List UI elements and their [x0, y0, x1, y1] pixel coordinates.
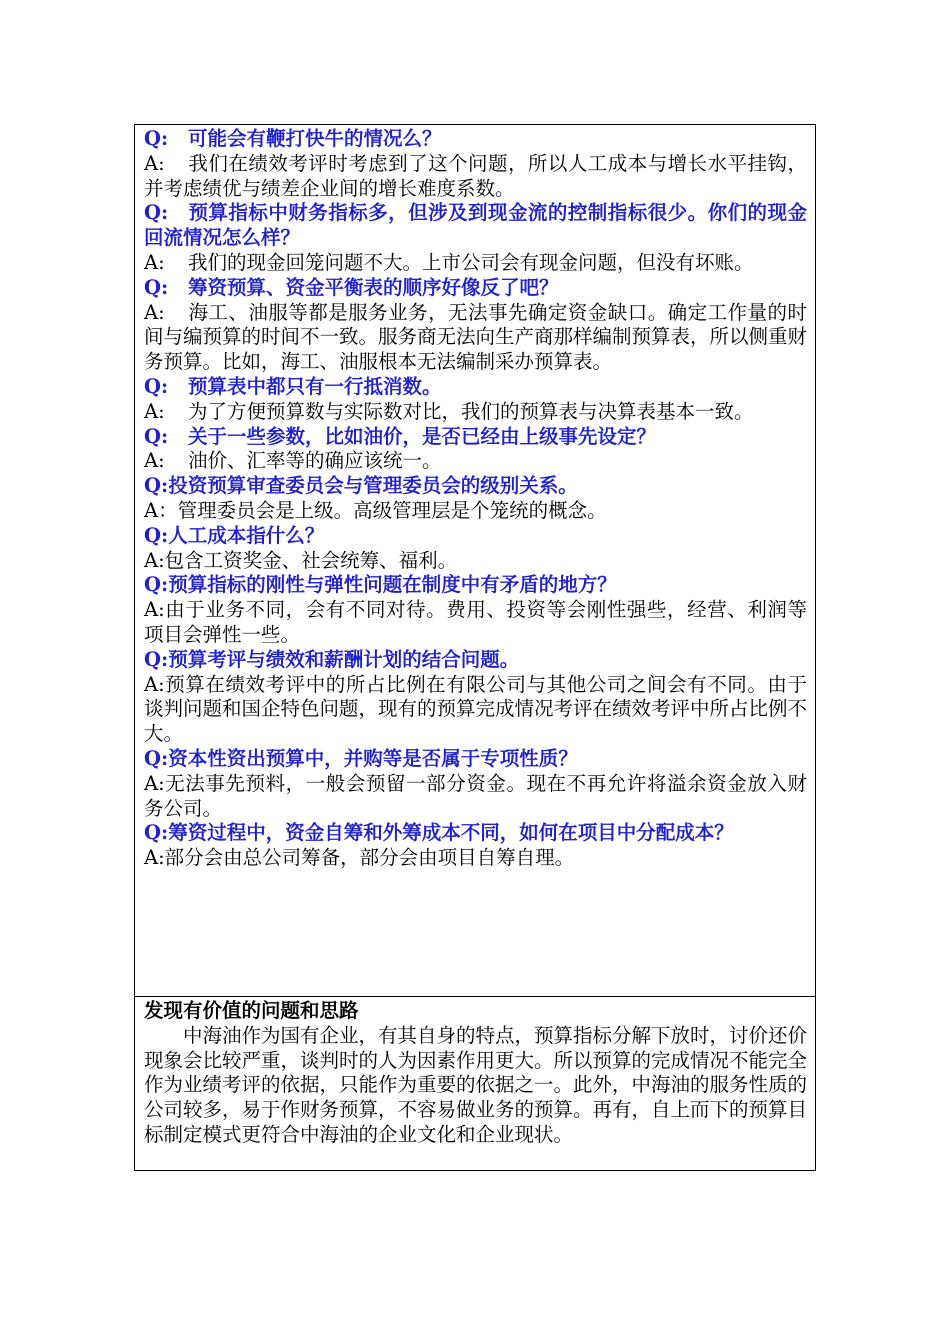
- question-text: 筹资预算、资金平衡表的顺序好像反了吧？: [188, 275, 559, 299]
- answer-text: 预算在绩效考评中的所占比例在有限公司与其他公司之间会有不同。由于谈判问题和国企特色问题，现有的预算完成情况考评在绩效考评中所占比例不大。: [144, 672, 808, 746]
- answer-prefix: A:: [144, 449, 165, 473]
- question-text: 筹资过程中，资金自筹和外筹成本不同，如何在项目中分配成本？: [168, 821, 734, 845]
- question-prefix: Q:: [144, 746, 169, 770]
- question-prefix: Q:: [144, 573, 169, 597]
- answer-text: 我们的现金回笼问题不大。上市公司会有现金问题，但没有坏账。: [188, 250, 754, 274]
- question-line: [144, 524, 807, 549]
- answer-line: [144, 152, 807, 202]
- question-prefix: Q:: [144, 647, 169, 671]
- answer-prefix: A:: [144, 300, 165, 324]
- answer-line: [144, 251, 807, 276]
- answer-line: [144, 400, 807, 425]
- answer-text: 为了方便预算数与实际数对比，我们的预算表与决算表基本一致。: [188, 399, 754, 423]
- answer-prefix: A:: [144, 548, 165, 572]
- question-text: 人工成本指什么？: [168, 523, 325, 547]
- question-text: 可能会有鞭打快牛的情况么？: [188, 127, 442, 150]
- answer-prefix: A:: [144, 771, 165, 795]
- answer-prefix: A:: [144, 846, 165, 870]
- answer-text: 我们在绩效考评时考虑到了这个问题，所以人工成本与增长水平挂钩，并考虑绩优与绩差企业间的增长难度系数。: [144, 151, 807, 200]
- answer-prefix: A：: [144, 498, 178, 522]
- answer-line: [144, 846, 807, 871]
- answer-text: 海工、油服等都是服务业务，无法事先确定资金缺口。确定工作量的时间与编预算的时间不一致。服务商无法向生产商那样编制预算表，所以侧重财务预算。比如，海工、油服根本无法编制采办预算表。: [144, 300, 808, 374]
- answer-line: [144, 772, 807, 822]
- question-line: [144, 573, 807, 598]
- findings-heading: 发现有价值的问题和思路: [144, 999, 359, 1022]
- answer-prefix: A:: [144, 399, 165, 423]
- qa-section: [134, 124, 816, 997]
- question-text: 预算考评与绩效和薪酬计划的结合问题。: [168, 647, 520, 671]
- answer-line: [144, 549, 807, 574]
- answer-text: 油价、汇率等的确应该统一。: [188, 449, 442, 473]
- findings-section: [134, 996, 816, 1171]
- answer-line: [144, 499, 807, 524]
- answer-text: 无法事先预料，一般会预留一部分资金。现在不再允许将溢余资金放入财务公司。: [144, 771, 807, 820]
- question-text: 资本性资出预算中，并购等是否属于专项性质？: [168, 746, 578, 770]
- answer-line: [144, 301, 807, 375]
- answer-text: 由于业务不同，会有不同对待。费用、投资等会刚性强些，经营、利润等项目会弹性一些。: [144, 598, 807, 646]
- answer-text: 部分会由总公司筹备，部分会由项目自筹自理。: [164, 846, 575, 870]
- question-line: [144, 425, 807, 450]
- question-line: [144, 821, 807, 846]
- answer-line: [144, 449, 807, 474]
- question-text: 预算表中都只有一行抵消数。: [188, 374, 442, 398]
- question-line: [144, 276, 807, 301]
- question-line: [144, 648, 807, 673]
- answer-text: 包含工资奖金、社会统筹、福利。: [164, 548, 458, 572]
- question-line: [144, 127, 807, 152]
- question-text: 预算指标中财务指标多，但涉及到现金流的控制指标很少。你们的现金回流情况怎么样？: [144, 201, 807, 250]
- question-line: [144, 747, 807, 772]
- question-prefix: Q:: [144, 201, 169, 225]
- answer-line: [144, 598, 807, 648]
- answer-prefix: A:: [144, 250, 165, 274]
- question-prefix: Q:: [144, 275, 169, 299]
- question-text: 投资预算审查委员会与管理委员会的级别关系。: [168, 474, 578, 498]
- question-prefix: Q:: [144, 374, 169, 398]
- answer-line: [144, 673, 807, 747]
- findings-paragraph: 中海油作为国有企业，有其自身的特点，预算指标分解下放时，讨价还价现象会比较严重，谈判时的人为因素作用更大。所以预算的完成情况不能完全作为业绩考评的依据，只能作为重要的依据之一。此外，中海油的服务性质的公司较多，易于作财务预算，不容易做业务的预算。再有，自上而下的预算目标制定模式更符合中海油的企业文化和企业现状。: [144, 1023, 808, 1146]
- question-line: [144, 474, 807, 499]
- question-prefix: Q:: [144, 523, 169, 547]
- question-prefix: Q:: [144, 821, 169, 845]
- answer-text: 管理委员会是上级。高级管理层是个笼统的概念。: [177, 498, 607, 522]
- answer-prefix: A:: [144, 151, 165, 175]
- question-line: [144, 375, 807, 400]
- answer-prefix: A:: [144, 598, 165, 622]
- question-prefix: Q:: [144, 474, 169, 498]
- answer-prefix: A:: [144, 672, 165, 696]
- question-text: 预算指标的刚性与弹性问题在制度中有矛盾的地方？: [168, 573, 617, 597]
- question-text: 关于一些参数，比如油价，是否已经由上级事先设定？: [188, 424, 657, 448]
- question-prefix: Q:: [144, 127, 169, 150]
- question-prefix: Q:: [144, 424, 169, 448]
- question-line: [144, 201, 807, 251]
- qa-list: [144, 127, 807, 871]
